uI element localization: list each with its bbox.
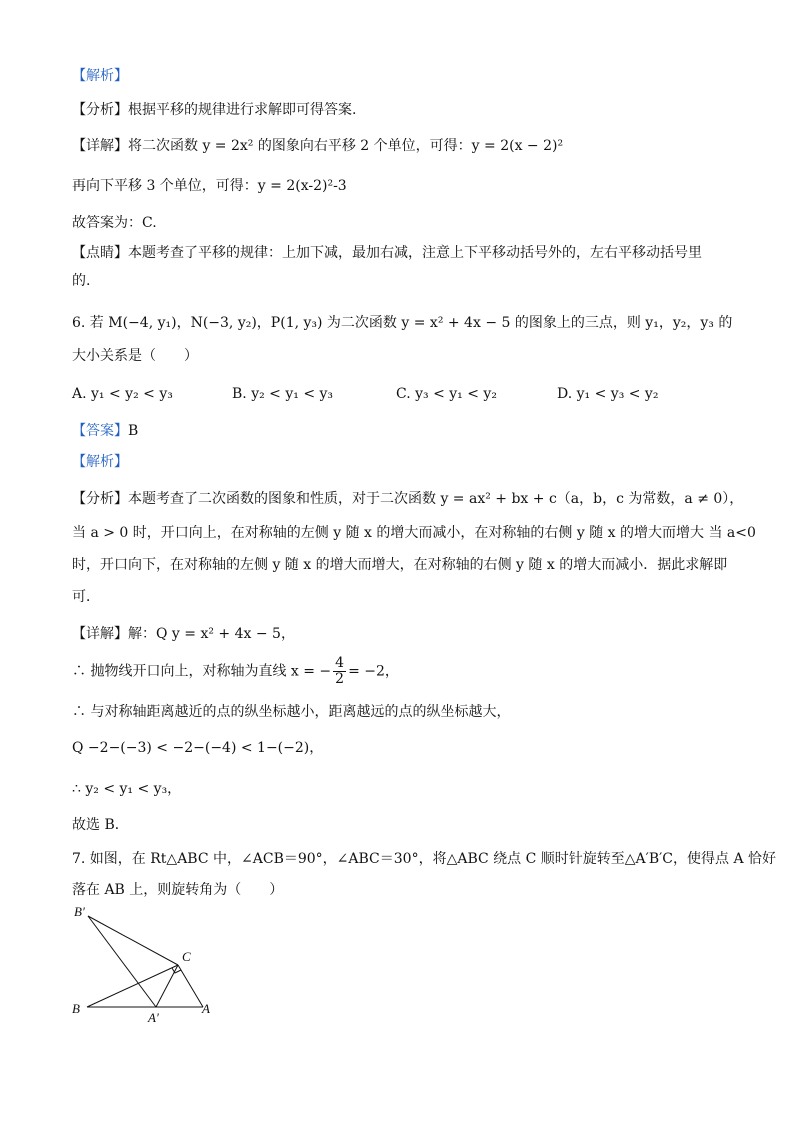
xiangjie-line-5: ∴ y₂ < y₁ < y₃， bbox=[72, 781, 182, 797]
answer-value: B bbox=[128, 423, 139, 439]
xiangjie-tag: 【详解】 bbox=[72, 626, 128, 642]
comment-tag: 【点睛】 bbox=[72, 245, 128, 261]
fenxi-line-3: 时，开口向下，在对称轴的左侧 y 随 x 的增大而增大，在对称轴的右侧 y 随 x 的增大而减小．据此求解即 bbox=[72, 557, 728, 573]
segment-bp-ap bbox=[88, 916, 156, 1007]
fenxi-line-1 bbox=[72, 489, 743, 509]
jiexi-heading: 【解析】 bbox=[72, 68, 128, 84]
label-a-prime: A′ bbox=[148, 1010, 159, 1025]
option-d: D. y₁ < y₃ < y₂ bbox=[557, 386, 659, 402]
option-a: A. y₁ < y₂ < y₃ bbox=[72, 386, 173, 402]
xiangjie-line-6: 故选 B． bbox=[72, 817, 129, 833]
fenxi-tag: 【分析】 bbox=[72, 491, 128, 507]
segment-bp-c bbox=[88, 916, 178, 965]
shift-down-line: 再向下平移 3 个单位，可得：y = 2(x-2)²-3 bbox=[72, 178, 347, 194]
question-7-line-2: 落在 AB 上，则旋转角为（ ） bbox=[72, 882, 284, 898]
fraction-denominator: 2 bbox=[335, 671, 345, 687]
detail-line bbox=[72, 136, 563, 156]
answer-line: 故答案为：C. bbox=[72, 215, 157, 231]
question-6-line-2: 大小关系是（ ） bbox=[72, 348, 198, 364]
fenxi-line-2: 当 a > 0 时，开口向上，在对称轴的左侧 y 随 x 的增大而减小，在对称轴的右侧 y 随 x 的增大而增大 当 a<0 bbox=[72, 525, 756, 541]
label-a: A bbox=[202, 1001, 210, 1016]
jiexi-heading-2: 【解析】 bbox=[72, 454, 128, 470]
detail-text: 将二次函数 y = 2x² 的图象向右平移 2 个单位，可得：y = 2(x − 2)² bbox=[128, 138, 564, 154]
detail-tag: 【详解】 bbox=[72, 138, 128, 154]
segment-b-c bbox=[87, 965, 178, 1007]
xiangjie-line-1 bbox=[72, 624, 295, 644]
fraction-numerator: 4 bbox=[335, 655, 345, 671]
xiangjie-line-2 bbox=[72, 656, 399, 687]
answer-key-line bbox=[72, 421, 138, 441]
analysis-line: 【分析】根据平移的规律进行求解即可得答案. bbox=[72, 102, 357, 118]
axis-value: = −2， bbox=[348, 663, 399, 680]
axis-text: ∴ 抛物线开口向上，对称轴为直线 x = − bbox=[72, 663, 332, 680]
comment-line bbox=[72, 243, 702, 263]
segment-c-ap bbox=[156, 965, 178, 1007]
comment-line-end: 的. bbox=[72, 273, 91, 289]
xiangjie-text-1: 解：Q y = x² + 4x − 5， bbox=[128, 626, 295, 642]
label-c: C bbox=[182, 949, 191, 964]
label-b: B bbox=[72, 1001, 80, 1016]
xiangjie-line-3: ∴ 与对称轴距离越近的点的纵坐标越小，距离越远的点的纵坐标越大， bbox=[72, 704, 511, 720]
answer-tag: 【答案】 bbox=[72, 423, 128, 439]
fenxi-line-4: 可． bbox=[72, 589, 100, 605]
xiangjie-line-4: Q −2−(−3) < −2−(−4) < 1−(−2)， bbox=[72, 740, 324, 756]
option-b: B. y₂ < y₁ < y₃ bbox=[232, 386, 334, 402]
question-7-line-1: 7. 如图，在 Rt△ABC 中，∠ACB＝90°，∠ABC＝30°，将△ABC 绕点 C 顺时针旋转至△A′B′C，使得点 A 恰好 bbox=[72, 851, 777, 867]
comment-text: 本题考查了平移的规律：上加下减，最加右减，注意上下平移动括号外的，左右平移动括号里 bbox=[128, 245, 702, 261]
fenxi-text-1: 本题考查了二次函数的图象和性质，对于二次函数 y = ax² + bx + c（a，b，c 为常数，a ≠ 0）， bbox=[128, 491, 744, 507]
segment-c-a bbox=[178, 965, 203, 1007]
fraction bbox=[333, 656, 346, 687]
rotation-figure bbox=[60, 900, 230, 1025]
label-b-prime: B′ bbox=[74, 904, 85, 919]
option-c: C. y₃ < y₁ < y₂ bbox=[396, 386, 497, 402]
question-6-line-1: 6. 若 M(−4, y₁)，N(−3, y₂)，P(1, y₃) 为二次函数 y = x² + 4x − 5 的图象上的三点，则 y₁，y₂，y₃ 的 bbox=[72, 315, 733, 331]
